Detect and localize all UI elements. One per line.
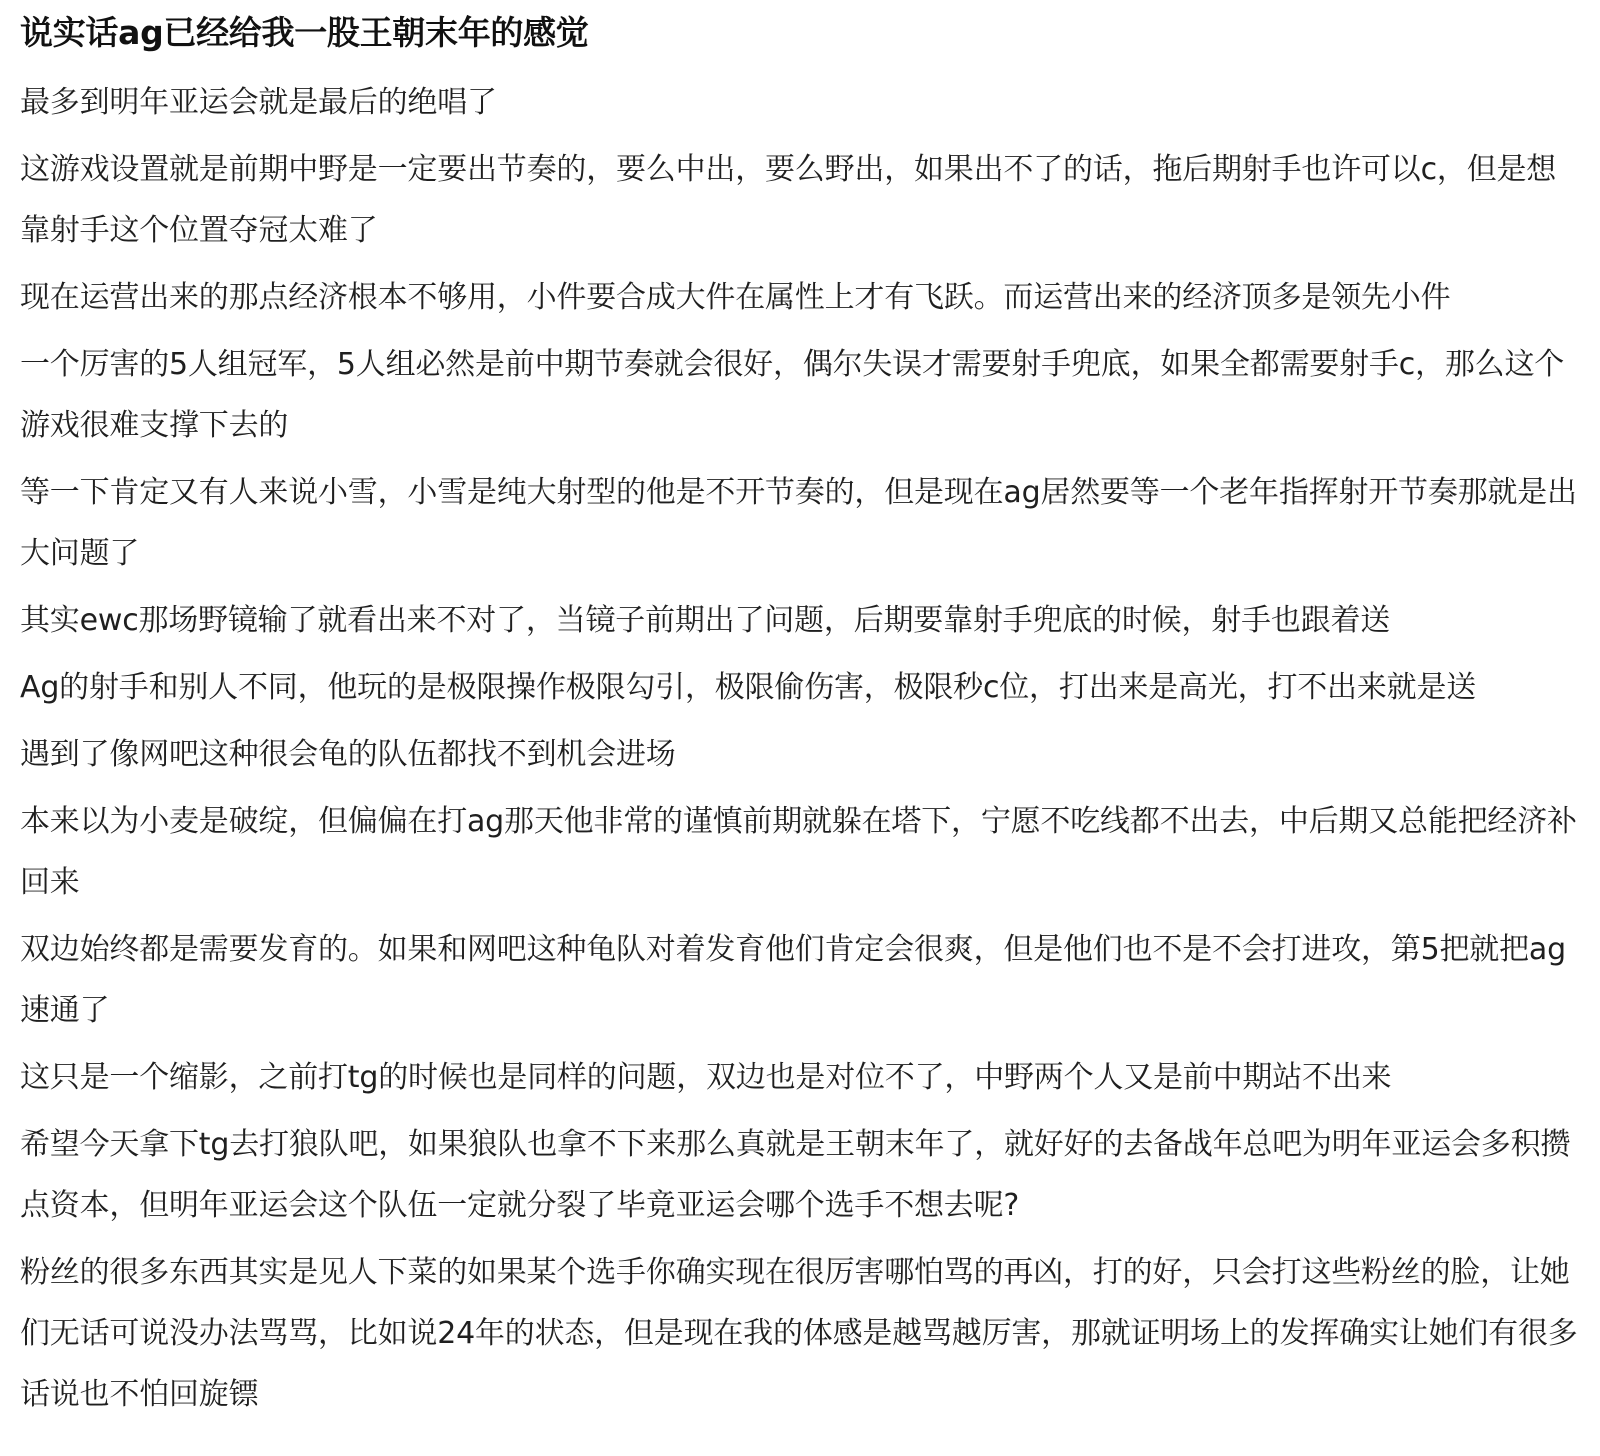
paragraph: 本来以为小麦是破绽，但偏偏在打ag那天他非常的谨慎前期就躲在塔下，宁愿不吃线都不出去，中后期又总能把经济补回来 [20,804,1577,900]
paragraph: 粉丝的很多东西其实是见人下菜的如果某个选手你确实现在很厉害哪怕骂的再凶，打的好，只会打这些粉丝的脸，让她们无话可说没办法骂骂，比如说24年的状态，但是现在我的体感是越骂越厉害，那就证明场上的发挥确实让她们有很多话说也不怕回旋镖 [20,1255,1578,1412]
paragraph: 其实ewc那场野镜输了就看出来不对了，当镜子前期出了问题，后期要靠射手兜底的时候，射手也跟着送 [20,603,1391,638]
paragraph: 等一下肯定又有人来说小雪，小雪是纯大射型的他是不开节奏的，但是现在ag居然要等一个老年指挥射开节奏那就是出大问题了 [20,475,1577,571]
paragraph: 一个厉害的5人组冠军，5人组必然是前中期节奏就会很好，偶尔失误才需要射手兜底，如果全都需要射手c，那么这个游戏很难支撑下去的 [20,347,1565,443]
paragraph: 双边始终都是需要发育的。如果和网吧这种龟队对着发育他们肯定会很爽，但是他们也不是不会打进攻，第5把就把ag速通了 [20,932,1566,1028]
post-title: 说实话ag已经给我一股王朝末年的感觉 [20,13,589,52]
paragraph: 现在运营出来的那点经济根本不够用，小件要合成大件在属性上才有飞跃。而运营出来的经济顶多是领先小件 [20,280,1451,315]
paragraph: 这只是一个缩影，之前打tg的时候也是同样的问题，双边也是对位不了，中野两个人又是前中期站不出来 [20,1060,1392,1095]
paragraph: Ag的射手和别人不同，他玩的是极限操作极限勾引，极限偷伤害，极限秒c位，打出来是高光，打不出来就是送 [20,670,1477,705]
post-body [20,72,1580,1425]
paragraph: 这游戏设置就是前期中野是一定要出节奏的，要么中出，要么野出，如果出不了的话，拖后期射手也许可以c，但是想靠射手这个位置夺冠太难了 [20,152,1557,248]
paragraph: 希望今天拿下tg去打狼队吧，如果狼队也拿不下来那么真就是王朝末年了，就好好的去备战年总吧为明年亚运会多积攒点资本，但明年亚运会这个队伍一定就分裂了毕竟亚运会哪个选手不想去呢? [20,1127,1571,1223]
paragraph: 遇到了像网吧这种很会龟的队伍都找不到机会进场 [20,737,676,772]
paragraph: 最多到明年亚运会就是最后的绝唱了 [20,85,497,120]
